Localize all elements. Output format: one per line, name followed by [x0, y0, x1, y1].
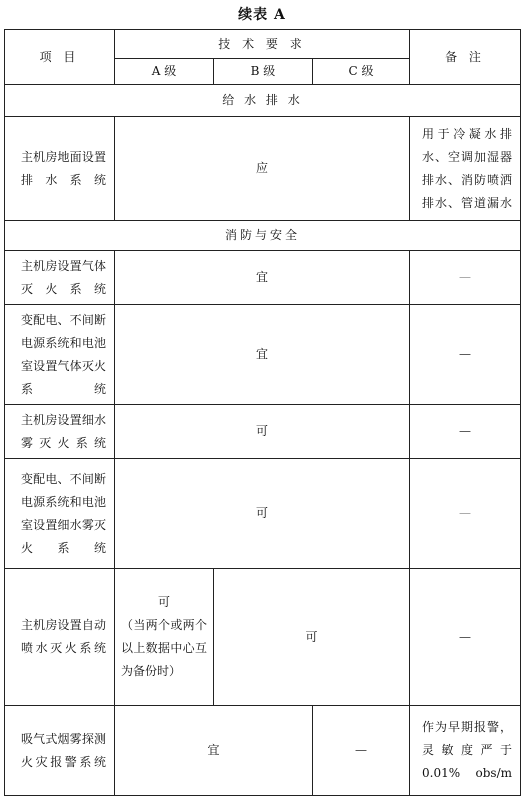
requirements-table [4, 29, 521, 796]
table-row [5, 305, 521, 405]
row-note: — [410, 305, 521, 405]
row-item: 变配电、不间断电源系统和电池室设置细水雾灭火系统 [5, 459, 115, 569]
row-note: — [410, 251, 521, 305]
row-item: 主机房设置气体灭火系统 [5, 251, 115, 305]
row-requirement: 可 [115, 405, 410, 459]
table-row [5, 706, 521, 796]
table-row [5, 117, 521, 221]
row-item: 主机房地面设置排水系统 [5, 117, 115, 221]
requirement-a-value: 可 [157, 595, 170, 609]
row-note: 作为早期报警，灵敏度严于0.01% obs/m [410, 706, 521, 796]
table-row [5, 459, 521, 569]
row-item: 变配电、不间断电源系统和电池室设置气体灭火系统 [5, 305, 115, 405]
row-note: 用于冷凝水排水、空调加湿器排水、消防喷洒排水、管道漏水 [410, 117, 521, 221]
header-grade-a: A 级 [115, 59, 214, 85]
table-title: 续表 A [238, 7, 286, 23]
row-requirement: 宜 [115, 305, 410, 405]
row-note: — [410, 569, 521, 706]
row-requirement: 宜 [115, 251, 410, 305]
row-requirement-ab: 宜 [115, 706, 313, 796]
row-requirement-bc: 可 [214, 569, 410, 706]
row-note: — [410, 459, 521, 569]
header-notes: 备 注 [410, 30, 521, 85]
row-requirement: 可 [115, 459, 410, 569]
row-requirement-a [115, 569, 214, 706]
table-row [5, 405, 521, 459]
row-requirement: 应 [115, 117, 410, 221]
section-fire: 消防与安全 [5, 221, 521, 251]
table-row [5, 569, 521, 706]
row-note: — [410, 405, 521, 459]
section-water: 给 水 排 水 [5, 85, 521, 117]
header-item: 项 目 [5, 30, 115, 85]
row-requirement-c: — [313, 706, 410, 796]
header-grade-c: C 级 [313, 59, 410, 85]
table-row [5, 251, 521, 305]
row-item: 主机房设置细水雾灭火系统 [5, 405, 115, 459]
row-item: 吸气式烟雾探测火灾报警系统 [5, 706, 115, 796]
requirement-a-condition: （当两个或两个以上数据中心互为备份时） [121, 618, 207, 678]
row-item: 主机房设置自动喷水灭火系统 [5, 569, 115, 706]
header-requirements: 技 术 要 求 [115, 30, 410, 59]
header-grade-b: B 级 [214, 59, 313, 85]
